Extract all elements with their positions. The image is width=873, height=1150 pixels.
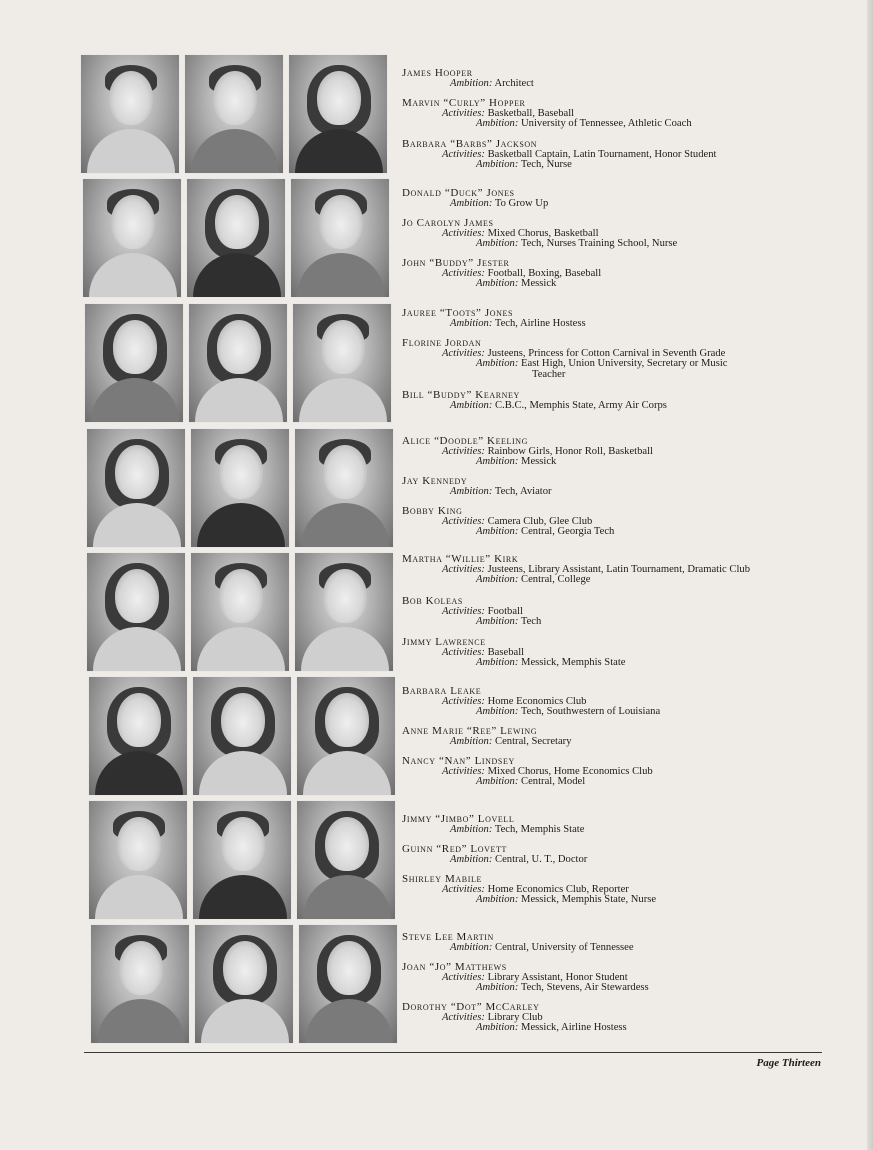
activities-text: Mixed Chorus, Home Economics Club [487,765,653,777]
activities-text: Football, Boxing, Baseball [487,267,602,279]
student-name: Marvin “Curly” Hopper [402,97,526,109]
ambition-line [402,825,832,836]
ambition-line [402,199,832,210]
activities-line [402,447,832,458]
portrait-photo [86,552,186,672]
activities-label: Activities: [442,695,485,707]
ambition-line [402,160,832,171]
ambition-label: Ambition: [476,456,519,468]
ambition-line [402,527,832,538]
ambition-text: Central, Secretary [495,735,572,747]
activities-text: Home Economics Club, Reporter [487,883,629,895]
activities-label: Activities: [442,148,485,160]
student-name: Steve Lee Martin [402,931,494,943]
ambition-text: Central, U. T., Doctor [495,853,588,865]
activities-text: Basketball Captain, Latin Tournament, Honor Student [487,148,717,160]
ambition-label: Ambition: [476,657,519,669]
student-entry [402,756,832,788]
ambition-label: Ambition: [476,616,519,628]
ambition-text: Central, University of Tennessee [495,941,634,953]
portrait-photo [194,924,294,1044]
ambition-text: Central, Model [521,776,586,788]
student-name: Jo Carolyn James [402,217,494,229]
student-entry [402,874,832,906]
activities-text: Library Assistant, Honor Student [487,971,628,983]
portrait-photo [294,552,394,672]
student-name: Jay Kennedy [402,475,468,487]
activities-label: Activities: [442,1011,485,1023]
ambition-label: Ambition: [450,197,493,209]
portrait-photo [190,428,290,548]
ambition-text: Messick [521,456,557,468]
student-entry [402,338,832,380]
student-name: Anne Marie “Ree” Lewing [402,725,538,737]
portrait-grid [80,54,400,1044]
ambition-text: Tech, Southwestern of Louisiana [520,706,661,718]
portrait-photo [88,800,188,920]
student-entry [402,188,832,209]
ambition-line [402,895,832,906]
student-entry [402,139,832,171]
student-name: Barbara “Barbs” Jackson [402,138,538,150]
ambition-line [402,737,832,748]
activities-label: Activities: [442,445,485,457]
ambition-text: Tech, Memphis State [494,823,585,835]
student-name: Florine Jordan [402,337,482,349]
student-entry [402,308,832,329]
ambition-line [402,359,832,370]
ambition-text: Tech, Aviator [494,485,552,497]
footer-rule [84,1052,822,1053]
portrait-photo [190,552,290,672]
student-name: John “Buddy” Jester [402,257,510,269]
portrait-photo [192,800,292,920]
student-entry [402,596,832,628]
ambition-text: Tech [520,616,542,628]
portrait-photo [82,178,182,298]
activities-text: Justeens, Library Assistant, Latin Tournament, Dramatic Club [487,563,750,575]
activities-label: Activities: [442,347,485,359]
student-entry [402,506,832,538]
student-entry [402,554,832,586]
activities-text: Football [487,605,523,617]
ambition-label: Ambition: [476,278,519,290]
activities-text: Rainbow Girls, Honor Roll, Basketball [487,445,653,457]
ambition-text: Tech, Airline Hostess [494,317,586,329]
student-name: Jauree “Toots” Jones [402,307,513,319]
portrait-photo [86,428,186,548]
ambition-label: Ambition: [476,706,519,718]
activities-text: Justeens, Princess for Cotton Carnival in Seventh Grade [487,347,726,359]
ambition-label: Ambition: [476,526,519,538]
student-name: Barbara Leake [402,685,482,697]
ambition-text: Central, Georgia Tech [521,526,615,538]
ambition-text: Messick, Memphis State [521,657,626,669]
ambition-line [402,777,832,788]
ambition-text: C.B.C., Memphis State, Army Air Corps [495,399,667,411]
ambition-label: Ambition: [476,894,519,906]
activities-label: Activities: [442,515,485,527]
student-name: Shirley Mabile [402,873,482,885]
ambition-line [402,943,832,954]
ambition-text: Messick, Memphis State, Nurse [521,894,657,906]
ambition-text: Tech, Nurse [520,159,572,171]
activities-text: Library Club [487,1011,543,1023]
ambition-text: East High, Union University, Secretary or Music [521,358,728,370]
student-entry [402,390,832,411]
page-number: Page Thirteen [756,1057,821,1069]
ambition-line [402,658,832,669]
portrait-photo [290,178,390,298]
student-name: Guinn “Red” Lovett [402,843,507,855]
student-entry [402,962,832,994]
ambition-text: Architect [494,77,534,89]
ambition-label: Ambition: [476,358,519,370]
ambition-text: Tech, Nurses Training School, Nurse [520,238,678,250]
ambition-label: Ambition: [450,399,493,411]
student-entry [402,686,832,718]
student-name: Joan “Jo” Matthews [402,961,507,973]
activities-line [402,517,832,528]
ambition-label: Ambition: [476,1022,519,1034]
student-entry [402,814,832,835]
activities-line [402,269,832,280]
student-name: Martha “Willie” Kirk [402,553,519,565]
portrait-photo [184,54,284,174]
ambition-line [402,1023,832,1034]
student-entry [402,68,832,89]
activities-label: Activities: [442,267,485,279]
portrait-photo [192,676,292,796]
student-entry [402,637,832,669]
portrait-photo [84,303,184,423]
ambition-line [402,487,832,498]
portrait-photo [296,800,396,920]
ambition-label: Ambition: [450,317,493,329]
ambition-line [402,983,832,994]
activities-text: Basketball, Baseball [487,107,575,119]
ambition-line [402,239,832,250]
student-name: Nancy “Nan” Lindsey [402,755,515,767]
ambition-line [402,707,832,718]
ambition-label: Ambition: [476,982,519,994]
ambition-text: Messick [521,278,557,290]
activities-line [402,767,832,778]
student-entry [402,258,832,290]
student-entry [402,844,832,865]
ambition-label: Ambition: [476,776,519,788]
activities-label: Activities: [442,765,485,777]
ambition-line [402,279,832,290]
ambition-label: Ambition: [450,853,493,865]
student-entry [402,98,832,130]
activities-label: Activities: [442,646,485,658]
student-entry [402,476,832,497]
ambition-continuation: Teacher [532,368,566,380]
portrait-photo [296,676,396,796]
portrait-photo [186,178,286,298]
ambition-text: Central, College [521,574,591,586]
ambition-label: Ambition: [450,823,493,835]
ambition-text: Messick, Airline Hostess [521,1022,627,1034]
student-name: James Hooper [402,67,473,79]
activities-label: Activities: [442,605,485,617]
student-name: Dorothy “Dot” McCarley [402,1001,540,1013]
activities-label: Activities: [442,107,485,119]
ambition-label: Ambition: [450,77,493,89]
ambition-label: Ambition: [450,941,493,953]
student-name: Bill “Buddy” Kearney [402,389,520,401]
ambition-label: Ambition: [476,574,519,586]
activities-label: Activities: [442,883,485,895]
student-name: Jimmy “Jimbo” Lovell [402,813,515,825]
activities-label: Activities: [442,227,485,239]
student-name: Donald “Duck” Jones [402,187,515,199]
ambition-label: Ambition: [476,159,519,171]
ambition-text: University of Tennessee, Athletic Coach [521,118,692,130]
student-name: Bob Koleas [402,595,463,607]
ambition-label: Ambition: [450,485,493,497]
ambition-line [402,457,832,468]
portrait-photo [298,924,398,1044]
page-edge [867,0,873,1150]
student-name: Bobby King [402,505,463,517]
portrait-photo [90,924,190,1044]
portrait-photo [294,428,394,548]
activities-label: Activities: [442,971,485,983]
activities-text: Baseball [487,646,525,658]
activities-text: Mixed Chorus, Basketball [487,227,599,239]
activities-text: Camera Club, Glee Club [487,515,593,527]
ambition-line [402,319,832,330]
student-entry [402,1002,832,1034]
activities-text: Home Economics Club [487,695,587,707]
ambition-label: Ambition: [476,238,519,250]
portrait-photo [292,303,392,423]
ambition-line [402,855,832,866]
student-entry [402,218,832,250]
student-name: Jimmy Lawrence [402,636,486,648]
ambition-line [402,617,832,628]
ambition-line [402,119,832,130]
portrait-photo [188,303,288,423]
ambition-label: Ambition: [450,735,493,747]
ambition-line [402,575,832,586]
student-name: Alice “Doodle” Keeling [402,435,529,447]
portrait-photo [88,676,188,796]
activities-line [402,607,832,618]
ambition-label: Ambition: [476,118,519,130]
activities-label: Activities: [442,563,485,575]
student-entry [402,436,832,468]
ambition-line [402,401,832,412]
activities-line [402,565,832,576]
portrait-photo [288,54,388,174]
student-entry [402,726,832,747]
ambition-line [402,79,832,90]
portrait-photo [80,54,180,174]
ambition-text: To Grow Up [494,197,549,209]
ambition-text: Tech, Stevens, Air Stewardess [520,982,649,994]
activities-line [402,150,832,161]
student-entry [402,932,832,953]
